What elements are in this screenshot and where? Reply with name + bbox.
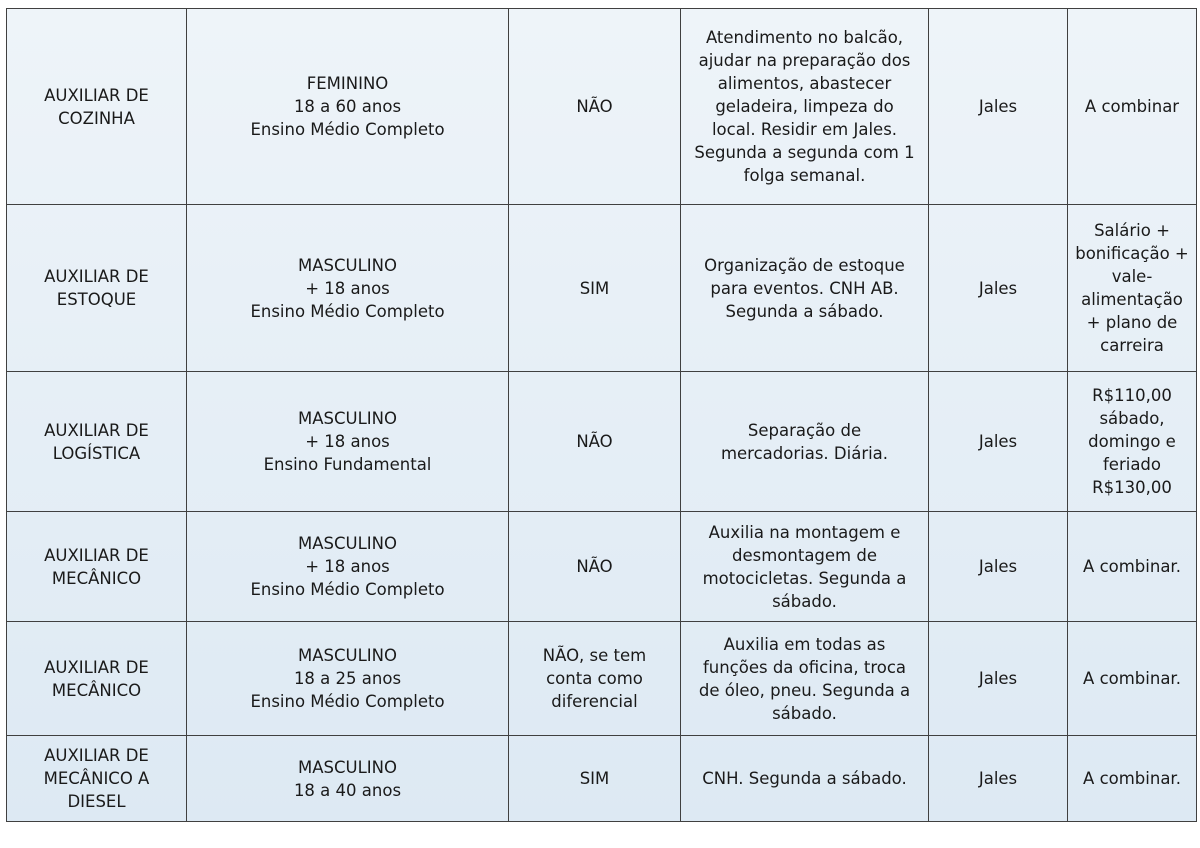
description-cell: Auxilia em todas as funções da oficina, troca de óleo, pneu. Segunda a sábado. bbox=[681, 622, 929, 736]
job-title-cell: AUXILIAR DE LOGÍSTICA bbox=[7, 372, 187, 512]
table-row bbox=[7, 736, 1197, 822]
city-cell: Jales bbox=[929, 9, 1068, 205]
table-row bbox=[7, 512, 1197, 622]
job-title-cell: AUXILIAR DE COZINHA bbox=[7, 9, 187, 205]
requirements-cell: MASCULINO + 18 anos Ensino Médio Completo bbox=[187, 205, 509, 372]
job-title-cell: AUXILIAR DE MECÂNICO bbox=[7, 622, 187, 736]
salary-cell: A combinar. bbox=[1068, 736, 1197, 822]
experience-cell: NÃO bbox=[509, 512, 681, 622]
description-cell: Atendimento no balcão, ajudar na preparação dos alimentos, abastecer geladeira, limpeza do local. Residir em Jales. Segunda a segunda com 1 folga semanal. bbox=[681, 9, 929, 205]
city-cell: Jales bbox=[929, 512, 1068, 622]
experience-cell: NÃO bbox=[509, 9, 681, 205]
table-row bbox=[7, 9, 1197, 205]
requirements-cell: MASCULINO 18 a 25 anos Ensino Médio Completo bbox=[187, 622, 509, 736]
salary-cell: Salário + bonificação + vale- alimentação + plano de carreira bbox=[1068, 205, 1197, 372]
experience-cell: SIM bbox=[509, 205, 681, 372]
city-cell: Jales bbox=[929, 372, 1068, 512]
table-row bbox=[7, 205, 1197, 372]
requirements-cell: FEMININO 18 a 60 anos Ensino Médio Completo bbox=[187, 9, 509, 205]
requirements-cell: MASCULINO + 18 anos Ensino Fundamental bbox=[187, 372, 509, 512]
city-cell: Jales bbox=[929, 736, 1068, 822]
requirements-cell: MASCULINO + 18 anos Ensino Médio Completo bbox=[187, 512, 509, 622]
salary-cell: R$110,00 sábado, domingo e feriado R$130,00 bbox=[1068, 372, 1197, 512]
requirements-cell: MASCULINO 18 a 40 anos bbox=[187, 736, 509, 822]
experience-cell: SIM bbox=[509, 736, 681, 822]
table-row bbox=[7, 372, 1197, 512]
table-row bbox=[7, 622, 1197, 736]
description-cell: Organização de estoque para eventos. CNH AB. Segunda a sábado. bbox=[681, 205, 929, 372]
description-cell: Auxilia na montagem e desmontagem de motocicletas. Segunda a sábado. bbox=[681, 512, 929, 622]
experience-cell: NÃO bbox=[509, 372, 681, 512]
city-cell: Jales bbox=[929, 205, 1068, 372]
description-cell: Separação de mercadorias. Diária. bbox=[681, 372, 929, 512]
experience-cell: NÃO, se tem conta como diferencial bbox=[509, 622, 681, 736]
salary-cell: A combinar. bbox=[1068, 622, 1197, 736]
salary-cell: A combinar bbox=[1068, 9, 1197, 205]
job-title-cell: AUXILIAR DE MECÂNICO A DIESEL bbox=[7, 736, 187, 822]
job-title-cell: AUXILIAR DE MECÂNICO bbox=[7, 512, 187, 622]
description-cell: CNH. Segunda a sábado. bbox=[681, 736, 929, 822]
job-title-cell: AUXILIAR DE ESTOQUE bbox=[7, 205, 187, 372]
salary-cell: A combinar. bbox=[1068, 512, 1197, 622]
city-cell: Jales bbox=[929, 622, 1068, 736]
job-listings-table bbox=[6, 8, 1197, 822]
